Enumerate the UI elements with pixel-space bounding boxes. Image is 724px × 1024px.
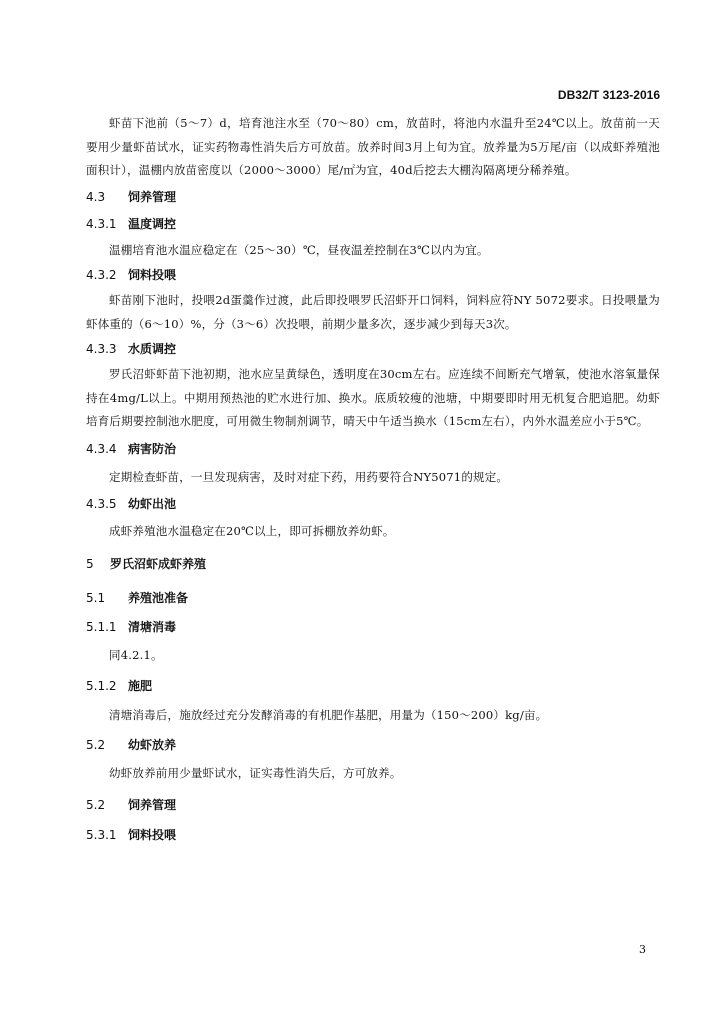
section-heading bbox=[86, 340, 660, 358]
section-title: 施肥 bbox=[128, 679, 153, 693]
section-number: 5.2 bbox=[86, 798, 106, 812]
section-number: 4.3.5 bbox=[86, 497, 117, 511]
section-number: 4.3.3 bbox=[86, 342, 117, 356]
section-heading bbox=[86, 440, 660, 458]
section-number: 4.3.2 bbox=[86, 268, 117, 282]
paragraph: 虾苗刚下池时，投喂2d蛋羹作过渡，此后即投喂罗氏沼虾开口饲料，饲料应符NY 5072要求。日投喂量为虾体重的（6～10）%，分（3～6）次投喂，前期少量多次，逐步减少到每天3次。 bbox=[86, 293, 660, 331]
section-number: 5.2 bbox=[86, 737, 106, 752]
section-heading bbox=[86, 495, 660, 513]
section-number: 5.1.2 bbox=[86, 679, 117, 693]
section-number: 4.3.4 bbox=[86, 441, 117, 456]
section-title: 幼虾放养 bbox=[128, 737, 177, 752]
paragraph: 定期检查虾苗，一旦发现病害，及时对症下药，用药要符合NY5071的规定。 bbox=[109, 469, 509, 484]
section-title: 罗氏沼虾成虾养殖 bbox=[110, 556, 207, 571]
section-title: 饲养管理 bbox=[128, 189, 177, 204]
section-title: 病害防治 bbox=[128, 441, 177, 456]
section-title: 饲养管理 bbox=[128, 798, 177, 812]
section-heading bbox=[86, 188, 660, 206]
standard-code: DB32/T 3123-2016 bbox=[557, 88, 660, 102]
paragraph: 同4.2.1。 bbox=[109, 647, 163, 662]
section-heading bbox=[86, 589, 660, 607]
section-title: 养殖池准备 bbox=[128, 590, 189, 605]
paragraph: 罗氏沼虾虾苗下池初期，池水应呈黄绿色，透明度在30cm左右。应连续不间断充气增氧，使池水溶氧量保持在4mg/L以上。中期用预热池的贮水进行加、换水。底质较瘦的池塘，中期要即时用无机复合肥追肥。幼虾培育后期要控制池水肥度，可用微生物制剂调节，晴天中午适当换水（15cm左右），内外水温差应小于5℃。 bbox=[86, 367, 660, 428]
section-number: 4.3 bbox=[86, 189, 106, 204]
section-heading bbox=[86, 826, 660, 844]
section-title: 饲料投喂 bbox=[128, 268, 177, 282]
section-number: 4.3.1 bbox=[86, 216, 117, 231]
paragraph: 清塘消毒后，施放经过充分发酵消毒的有机肥作基肥，用量为（150～200）kg/亩。 bbox=[109, 708, 548, 722]
section-heading bbox=[86, 736, 660, 754]
section-number: 5.1 bbox=[86, 590, 106, 605]
section-number: 5.3.1 bbox=[86, 828, 117, 842]
paragraph: 成虾养殖池水温稳定在20℃以上，即可拆棚放养幼虾。 bbox=[109, 524, 395, 538]
section-number: 5.1.1 bbox=[86, 619, 117, 634]
section-number: 5 bbox=[86, 556, 94, 571]
section-title: 温度调控 bbox=[128, 216, 177, 231]
paragraph: 温棚培育池水温应稳定在（25～30）℃，昼夜温差控制在3℃以内为宜。 bbox=[109, 242, 489, 257]
section-heading bbox=[86, 266, 660, 284]
document-body bbox=[86, 112, 660, 844]
page-number: 3 bbox=[639, 943, 646, 956]
section-title: 幼虾出池 bbox=[128, 497, 177, 511]
paragraph: 虾苗下池前（5～7）d，培育池注水至（70～80）cm，放苗时，将池内水温升至24℃以上。放苗前一天要用少量虾苗试水，证实药物毒性消失后方可放苗。放养时间3月上旬为宜。放养量为5万尾/亩（以成虾养殖池面积计），温棚内放苗密度以（2000～3000）尾/㎡为宜，40d后挖去大棚沟隔离埂分稀养殖。 bbox=[86, 116, 660, 177]
section-heading bbox=[86, 215, 660, 233]
chapter-heading bbox=[86, 555, 660, 573]
section-title: 清塘消毒 bbox=[128, 619, 177, 634]
paragraph: 幼虾放养前用少量虾试水，证实毒性消失后，方可放养。 bbox=[109, 765, 402, 780]
section-heading bbox=[86, 618, 660, 636]
section-title: 饲料投喂 bbox=[128, 828, 177, 842]
section-heading bbox=[86, 796, 660, 814]
section-title: 水质调控 bbox=[128, 342, 177, 356]
section-heading bbox=[86, 677, 660, 695]
